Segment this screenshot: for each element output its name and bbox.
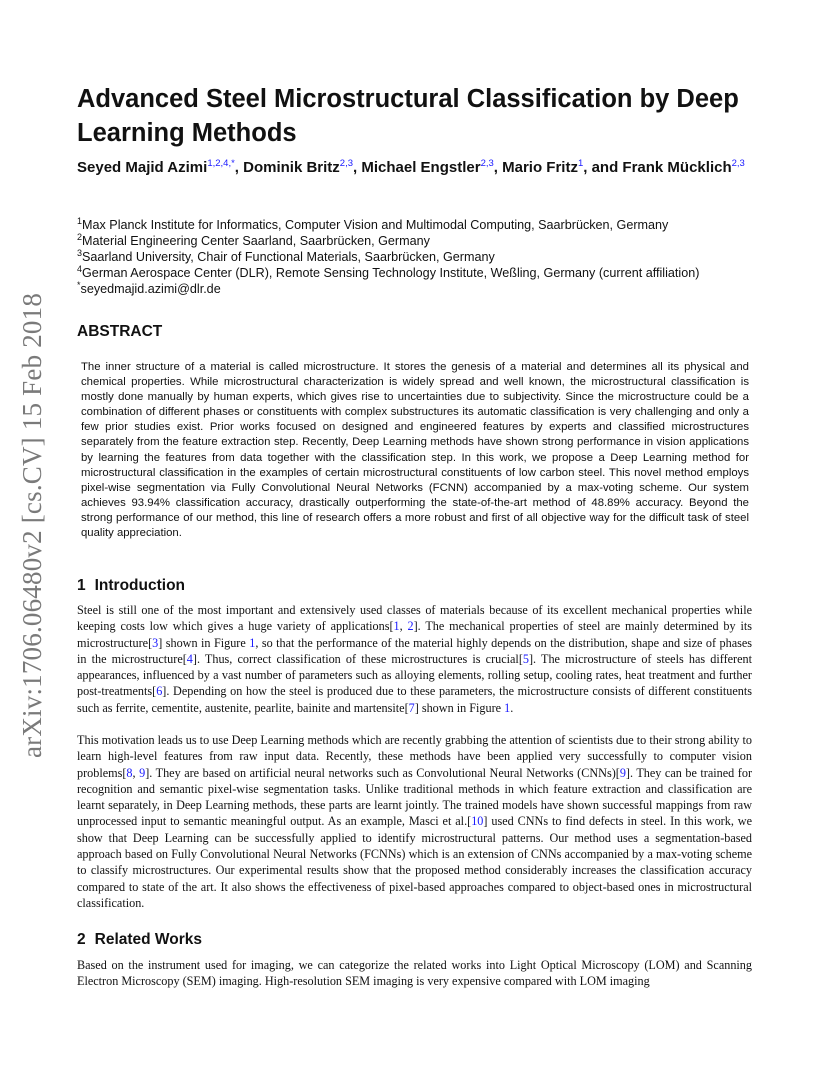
section-number: 1 <box>77 577 86 594</box>
author-name: , and Frank Mücklich <box>583 159 732 176</box>
body-text: ]. Depending on how the steel is produced due to these parameters, the microstructure consists of different constituents such as ferrite, cementite, austenite, pearlite, bainite and martensite[ <box>77 684 752 715</box>
affiliation-text: Material Engineering Center Saarland, Saarbrücken, Germany <box>82 234 430 248</box>
section-number: 2 <box>77 931 86 948</box>
affiliation-mark: * <box>77 280 81 290</box>
author-affiliation-marks[interactable]: 2,3 <box>731 158 745 169</box>
body-text: ] shown in Figure <box>414 700 505 715</box>
author-affiliation-marks[interactable]: 2,3 <box>480 158 494 169</box>
affiliation-mark: 1 <box>77 216 83 226</box>
paper-title: Advanced Steel Microstructural Classification by Deep Learning Methods <box>77 85 739 147</box>
citation-link[interactable]: 9 <box>139 765 146 780</box>
citation-link[interactable]: 4 <box>186 651 193 666</box>
body-text: ] shown in Figure <box>158 635 250 650</box>
author-affiliation-marks[interactable]: 2,3 <box>339 158 354 169</box>
author-name: , Dominik Britz <box>234 159 340 176</box>
section-title: Introduction <box>94 577 186 594</box>
citation-link[interactable]: 9 <box>619 765 626 780</box>
body-text: . <box>510 700 514 715</box>
body-text: ]. Thus, correct classification of these microstructures is crucial[ <box>192 651 523 666</box>
body-text: , <box>399 619 408 634</box>
arxiv-stamp <box>14 290 52 760</box>
section-heading-related-works <box>77 931 202 949</box>
body-text: ] used CNNs to find defects in steel. In this work, we show that Deep Learning can be successfully applied to identify microstructural patterns. Our method uses a segmentation-based approach based on Fully Convolutional Neural Networks (FCNNs) which is an extension of CNNs accompanied by a max-voting scheme to classify microstructures. Our experimental results show that the proposed method considerably increases the classification accuracy compared to state of the art. It also shows the effectiveness of pixel-based approaches compared to object-based ones in microstructural classification. <box>77 814 752 910</box>
author-affiliation-marks[interactable]: 1,2,4,* <box>207 158 235 169</box>
abstract-heading: ABSTRACT <box>77 323 163 340</box>
citation-link[interactable]: 6 <box>156 684 163 699</box>
citation-link[interactable]: 2 <box>407 619 414 634</box>
figure-link[interactable]: 1 <box>249 635 256 650</box>
citation-link[interactable]: 7 <box>408 700 415 715</box>
body-text: ]. They are based on artificial neural networks such as Convolutional Neural Networks (CNNs)[ <box>145 765 620 780</box>
affiliation <box>77 217 777 233</box>
intro-paragraph-1 <box>77 602 752 716</box>
abstract-text: The inner structure of a material is called microstructure. It stores the genesis of a material and determines all its physical and chemical properties. While microstructural characterization is widely spread and well known, the microstructural classification is mostly done manually by human experts, which gives rise to uncertainties due to subjectivity. Since the microstructure could be a combination of different phases or constituents with complex substructures its automatic classification is very challenging and only a few prior studies exist. Prior works focused on designed and engineered features by experts and classified microstructures separately from the feature extraction step. Recently, Deep Learning methods have shown strong performance in vision applications by learning the features from data together with the classification step. In this work, we propose a Deep Learning method for microstructural classification in the examples of certain microstructural constituents of low carbon steel. This novel method employs pixel-wise segmentation via Fully Convolutional Neural Networks (FCNN) accompanied by a max-voting scheme. Our system achieves 93.94% classification accuracy, drastically outperforming the state-of-the-art method of 48.89% accuracy. Beyond the strong performance of our method, this line of research offers a more robust and first of all objective way for the difficult task of steel quality appreciation. <box>81 361 749 540</box>
email-address: seyedmajid.azimi@dlr.de <box>80 282 221 296</box>
affiliation <box>77 249 777 265</box>
body-text: , so that the performance of the material highly depends on the distribution, shape and size of phases in the microstructure[ <box>77 635 753 666</box>
affiliation <box>77 233 777 249</box>
citation-link[interactable]: 3 <box>152 635 159 650</box>
citation-link[interactable]: 8 <box>126 765 133 780</box>
author-name: Seyed Majid Azimi <box>77 159 208 176</box>
citation-link[interactable]: 10 <box>471 814 484 829</box>
intro-paragraph-2 <box>77 732 752 911</box>
arxiv-identifier: arXiv:1706.06480v2 [cs.CV] 15 Feb 2018 <box>17 292 48 758</box>
body-text: ]. The mechanical properties of steel are mainly determined by its microstructure[ <box>77 619 752 650</box>
section-title: Related Works <box>94 931 203 948</box>
corresponding-email <box>77 281 777 297</box>
body-text: Steel is still one of the most important and extensively used classes of materials because of its excellent mechanical properties while keeping costs low which gives a huge variety of applications[ <box>77 603 752 634</box>
related-works-paragraph: Based on the instrument used for imaging, we can categorize the related works into Light Optical Microscopy (LOM) and Scanning Electron Microscopy (SEM) imaging. High-resolution SEM imaging is very expensive compared with LOM imaging <box>77 958 752 989</box>
affiliation-text: Max Planck Institute for Informatics, Computer Vision and Multimodal Computing, Saarbrücken, Germany <box>82 218 669 232</box>
author-name: , Michael Engstler <box>353 159 481 176</box>
affiliation-mark: 2 <box>77 232 83 242</box>
affiliation-text: German Aerospace Center (DLR), Remote Sensing Technology Institute, Weßling, Germany (current affiliation) <box>82 266 700 280</box>
affiliation-mark: 3 <box>77 248 83 258</box>
body-text: ]. The microstructure of steels has different appearances, influenced by a vast number of parameters such as alloying elements, rolling setup, cooling rates, heat treatment and further post-treatments[ <box>77 651 752 699</box>
affiliation-text: Saarland University, Chair of Functional Materials, Saarbrücken, Germany <box>82 250 495 264</box>
section-heading-introduction <box>77 577 185 595</box>
author-affiliation-marks[interactable]: 1 <box>577 158 584 169</box>
affiliation-list <box>77 217 777 297</box>
body-text: This motivation leads us to use Deep Learning methods which are recently grabbing the attention of scientists due to their strong ability to learn high-level features from raw input data. Recently, these methods have been applied very successfully to computer vision problems[ <box>77 733 752 780</box>
author-list <box>77 158 767 178</box>
body-text: ]. They can be trained for recognition and semantic pixel-wise segmentation tasks. Unlike traditional methods in which feature extraction and classification are learnt separately, in Deep Learning methods, these parts are learnt jointly. The trained models have shown successful mappings from raw unprocessed input to semantic meaningful output. As an example, Masci et al.[ <box>77 765 753 829</box>
citation-link[interactable]: 5 <box>522 651 529 666</box>
affiliation-mark: 4 <box>77 264 83 274</box>
citation-link[interactable]: 1 <box>393 619 400 634</box>
body-text: , <box>132 765 140 780</box>
author-name: , Mario Fritz <box>493 159 578 176</box>
affiliation <box>77 265 777 281</box>
figure-link[interactable]: 1 <box>504 700 511 715</box>
